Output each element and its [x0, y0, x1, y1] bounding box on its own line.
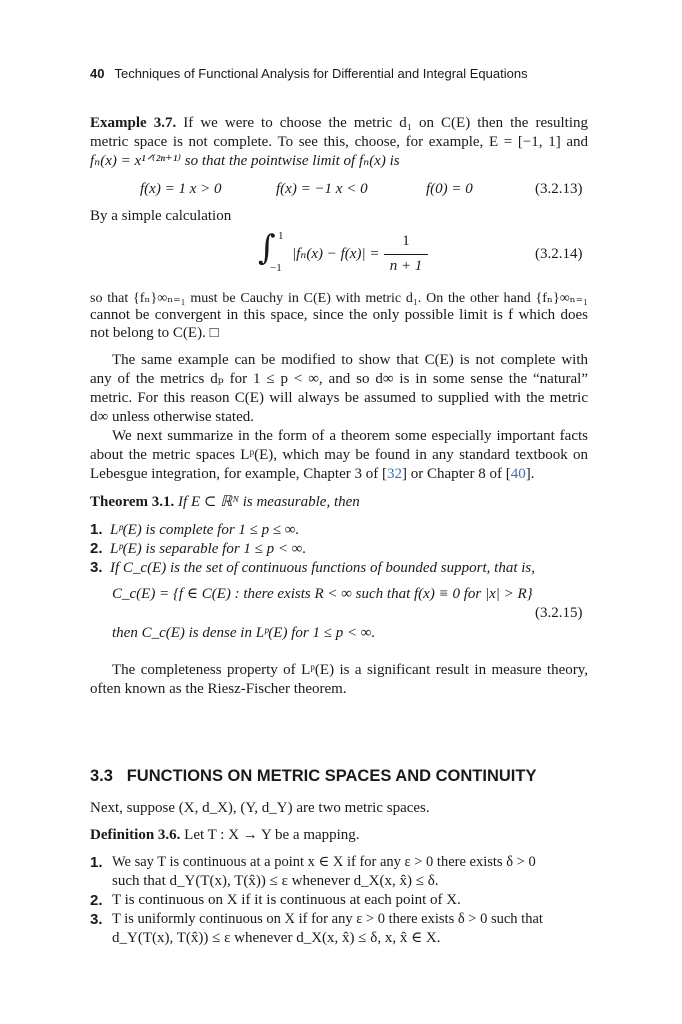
para1-line-1: The same example can be modified to show that C(E) is not complete with: [112, 352, 588, 368]
section-intro: Next, suppose (X, d_X), (Y, d_Y) are two metric spaces.: [90, 800, 430, 816]
para1-line-4: d∞ unless otherwise stated.: [90, 409, 254, 425]
para2-line-2: about the metric spaces Lᵖ(E), which may be found in any standard textbook on: [90, 447, 588, 463]
para2-line-3: Lebesgue integration, for example, Chapter 3 of [32] or Chapter 8 of [40].: [90, 466, 535, 482]
theorem-label: Theorem 3.1.: [90, 494, 175, 510]
theorem-item-3: 3. If C_c(E) is the set of continuous functions of bounded support, that is,: [90, 559, 535, 576]
theorem-item-2: 2. Lᵖ(E) is separable for 1 ≤ p < ∞.: [90, 540, 307, 557]
eq13-part-1: f(x) = 1 x > 0: [140, 181, 222, 197]
eq15-after: then C_c(E) is dense in Lᵖ(E) for 1 ≤ p < ∞.: [112, 625, 376, 641]
eq13-part-3: f(0) = 0: [426, 181, 473, 197]
running-header: [90, 66, 528, 81]
definition-label: Definition 3.6.: [90, 827, 181, 843]
example-line-2: metric space is not complete. To see this, choose, for example, E = [−1, 1] and: [90, 134, 588, 150]
theorem-statement: If E ⊂ ℝᴺ is measurable, then: [178, 494, 360, 510]
calc-intro: By a simple calculation: [90, 208, 232, 224]
section-heading: [90, 767, 536, 786]
section-number: 3.3: [90, 767, 113, 785]
definition-item-3: 3.: [90, 911, 103, 928]
frac-numerator: 1: [402, 233, 410, 249]
para3-line-2: often known as the Riesz-Fischer theorem.: [90, 681, 347, 697]
eq14-number: (3.2.14): [535, 246, 583, 262]
citation-32[interactable]: 32: [386, 466, 402, 482]
definition-item-2-line-1: T is continuous on X if it is continuous at each point of X.: [112, 892, 461, 908]
eq15-number: (3.2.15): [535, 605, 583, 621]
eq13-part-2: f(x) = −1 x < 0: [276, 181, 368, 197]
definition-heading: [90, 826, 360, 845]
qed-symbol: □: [209, 325, 219, 341]
integral-sign: ∫: [258, 228, 276, 268]
para1-line-2: any of the metrics dₚ for 1 ≤ p < ∞, and so d∞ is in some sense the “natural”: [90, 371, 588, 387]
after-line-3: not belong to C(E). □: [90, 325, 219, 341]
definition-item-1-line-1: We say T is continuous at a point x ∈ X if for any ε > 0 there exists δ > 0: [112, 854, 536, 870]
theorem-heading: [90, 493, 360, 512]
definition-item-1-line-2: such that d_Y(T(x), T(x̂)) ≤ ε whenever d_X(x, x̂) ≤ δ.: [112, 873, 439, 889]
after-line-1: so that {fₙ}∞ₙ₌₁ must be Cauchy in C(E) with metric d₁. On the other hand {fₙ}∞ₙ₌₁: [90, 291, 588, 306]
definition-item-2: 2.: [90, 892, 103, 909]
definition-item-3-line-2: d_Y(T(x), T(x̂)) ≤ ε whenever d_X(x, x̂) ≤ δ, x, x̂ ∈ X.: [112, 930, 441, 946]
fraction-bar: [384, 254, 428, 255]
integral-lower: −1: [270, 262, 282, 274]
after-line-2: cannot be convergent in this space, since the only possible limit is f which does: [90, 307, 588, 323]
para2-line-1: We next summarize in the form of a theorem some especially important facts: [112, 428, 588, 444]
example-line-3: fₙ(x) = x¹ᐟ⁽²ⁿ⁺¹⁾ so that the pointwise limit of fₙ(x) is: [90, 153, 400, 169]
citation-40[interactable]: 40: [510, 466, 526, 482]
para3-line-1: The completeness property of Lᵖ(E) is a significant result in measure theory,: [112, 662, 588, 678]
definition-item-3-line-1: T is uniformly continuous on X if for any ε > 0 there exists δ > 0 such that: [112, 911, 543, 927]
eq15: C_c(E) = {f ∈ C(E) : there exists R < ∞ such that f(x) ≡ 0 for |x| > R}: [112, 586, 533, 602]
section-title: FUNCTIONS ON METRIC SPACES AND CONTINUITY: [126, 767, 537, 785]
definition-statement: Let T : X → Y be a mapping.: [184, 827, 360, 843]
frac-denominator: n + 1: [389, 258, 423, 274]
example-label: Example 3.7.: [90, 115, 177, 131]
eq13-number: (3.2.13): [535, 181, 583, 197]
example-line-1: Example 3.7. If we were to choose the metric d₁ on C(E) then the resulting: [90, 115, 588, 131]
integrand: |fₙ(x) − f(x)| =: [292, 246, 380, 262]
theorem-item-1: 1. Lᵖ(E) is complete for 1 ≤ p ≤ ∞.: [90, 521, 300, 538]
para1-line-3: metric. For this reason C(E) will always be assumed to supplied with the metric: [90, 390, 588, 406]
running-title: Techniques of Functional Analysis for Differential and Integral Equations: [114, 66, 528, 81]
integral-upper: 1: [278, 230, 284, 242]
definition-item-1: 1.: [90, 854, 103, 871]
page-number: 40: [90, 66, 105, 81]
